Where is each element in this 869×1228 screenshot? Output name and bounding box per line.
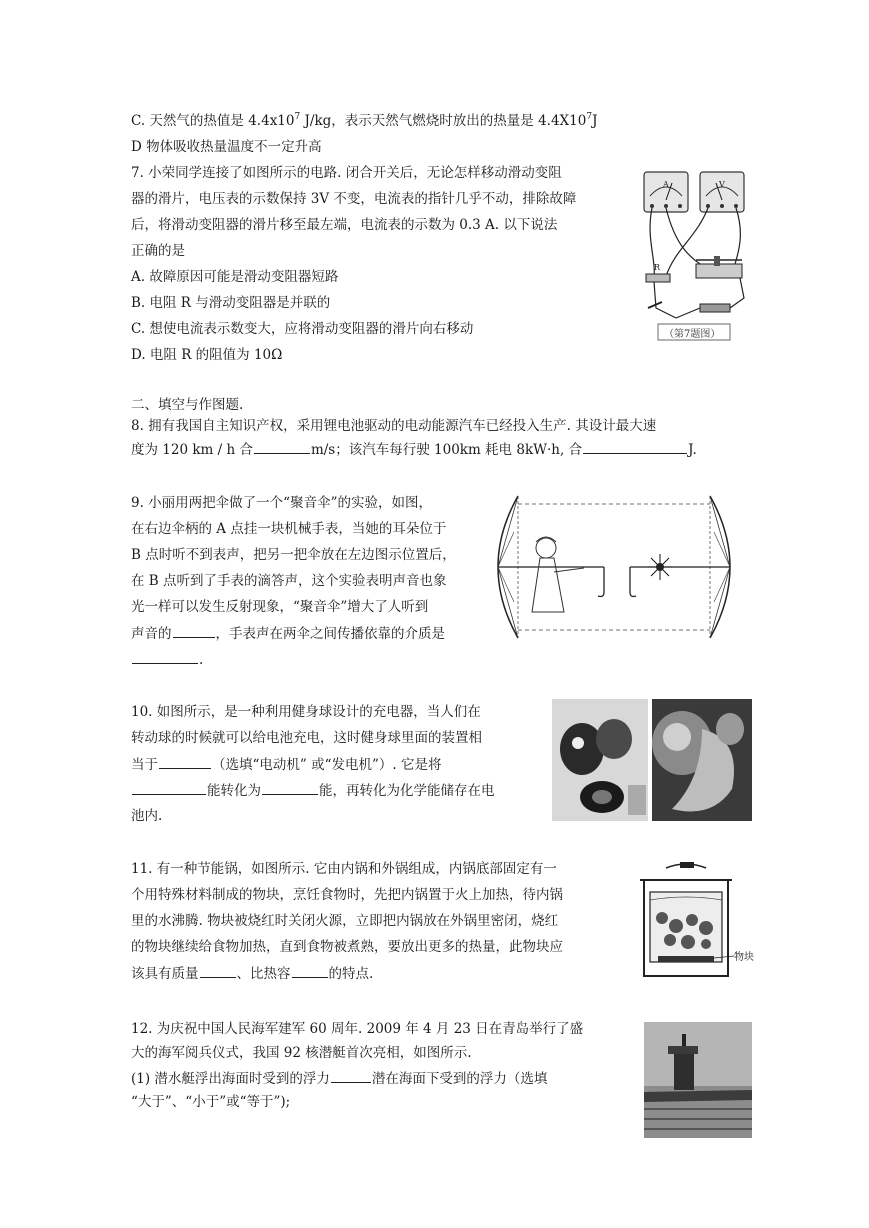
q11-blank-2[interactable] bbox=[292, 964, 328, 978]
q9-line-6 bbox=[131, 624, 445, 643]
q10-blank-1[interactable] bbox=[159, 755, 211, 769]
resistor-label: R bbox=[654, 263, 661, 272]
q9-blank-2[interactable] bbox=[132, 650, 198, 664]
ammeter-label: A bbox=[663, 180, 669, 189]
q11-line-5 bbox=[131, 964, 373, 983]
q12-line-3 bbox=[131, 1069, 547, 1088]
q9-text-b: ，手表声在两伞之间传播依靠的介质是 bbox=[215, 626, 445, 642]
q10-blank-3[interactable] bbox=[262, 781, 318, 795]
q8-line-1: 8. 拥有我国自主知识产权，采用锂电池驱动的电动能源汽车已经投入生产. 其设计最大速 bbox=[131, 418, 657, 434]
q8-text-a: 度为 120 km / h 合 bbox=[131, 442, 253, 458]
q7-circuit-figure bbox=[636, 168, 752, 344]
q11-text-a: 该具有质量 bbox=[131, 966, 199, 982]
q10-line-4 bbox=[131, 781, 495, 800]
q9-line-4: 在 B 点听到了手表的滴答声，这个实验表明声音也象 bbox=[131, 573, 447, 589]
q10-fitness-ball-photo bbox=[552, 699, 752, 821]
q10-text-d: 能，再转化为化学能储存在电 bbox=[319, 783, 495, 799]
exponent-1: 7 bbox=[294, 112, 301, 122]
section-title: 二、填空与作图题. bbox=[131, 397, 244, 413]
q12-line-1: 12. 为庆祝中国人民海军建军 60 周年. 2009 年 4 月 23 日在青岛举行了盛 bbox=[131, 1021, 584, 1037]
q12-line-4: “大于”、“小于”或“等于”); bbox=[131, 1094, 291, 1110]
q12-blank-1[interactable] bbox=[331, 1069, 371, 1083]
q11-line-1: 11. 有一种节能锅，如图所示. 它由内锅和外锅组成，内锅底部固定有一 bbox=[131, 861, 557, 877]
q11-line-4: 的物块继续给食物加热，直到食物被煮熟，要放出更多的热量，此物块应 bbox=[131, 939, 563, 955]
q7-option-d: D. 电阻 R 的阻值为 10Ω bbox=[131, 347, 283, 363]
exponent-2: 7 bbox=[586, 112, 593, 122]
q7-option-a: A. 故障原因可能是滑动变阻器短路 bbox=[131, 269, 339, 285]
q7-stem-line-3: 后，将滑动变阻器的滑片移至最左端，电流表的示数为 0.3 A. 以下说法 bbox=[131, 217, 558, 233]
q9-text-c: . bbox=[199, 652, 204, 668]
q11-figure-label: 物块 bbox=[734, 952, 754, 963]
q6-option-d: D 物体吸收热量温度不一定升高 bbox=[131, 139, 322, 155]
q10-line-5: 池内. bbox=[131, 808, 163, 824]
q10-line-1: 10. 如图所示，是一种利用健身球设计的充电器，当人们在 bbox=[131, 704, 481, 720]
q10-blank-2[interactable] bbox=[132, 781, 206, 795]
q9-line-1: 9. 小丽用两把伞做了一个“聚音伞”的实验，如图， bbox=[131, 495, 432, 511]
q7-option-b: B. 电阻 R 与滑动变阻器是并联的 bbox=[131, 295, 331, 311]
q6-c-text-3: J bbox=[592, 113, 598, 129]
q12-text-a: (1) 潜水艇浮出海面时受到的浮力 bbox=[131, 1071, 330, 1087]
q8-blank-2[interactable] bbox=[583, 440, 687, 454]
q10-line-2: 转动球的时候就可以给电池充电，这时健身球里面的装置相 bbox=[131, 730, 482, 746]
q6-c-text-2: J/kg，表示天然气燃烧时放出的热量是 4.4X10 bbox=[300, 113, 587, 129]
q7-option-c: C. 想使电流表示数变大，应将滑动变阻器的滑片向右移动 bbox=[131, 321, 474, 337]
q12-text-b: 潜在海面下受到的浮力（选填 bbox=[371, 1071, 548, 1087]
q8-text-c: J. bbox=[688, 442, 697, 458]
q11-text-c: 的特点. bbox=[328, 966, 374, 982]
q8-blank-1[interactable] bbox=[254, 440, 310, 454]
q10-text-b: （选填“电动机” 或“发电机”）. 它是将 bbox=[212, 757, 442, 773]
q10-text-a: 当于 bbox=[131, 757, 158, 773]
q12-line-2: 大的海军阅兵仪式，我国 92 核潜艇首次亮相，如图所示. bbox=[131, 1045, 472, 1061]
q12-submarine-photo bbox=[644, 1022, 752, 1138]
q9-line-3: B 点时听不到表声，把另一把伞放在左边图示位置后， bbox=[131, 547, 456, 563]
q8-text-b: m/s；该汽车每行驶 100km 耗电 8kW·h, 合 bbox=[310, 442, 583, 458]
q7-stem-line-1: 7. 小荣同学连接了如图所示的电路. 闭合开关后，无论怎样移动滑动变阻 bbox=[131, 165, 562, 181]
voltmeter-label: V bbox=[719, 180, 725, 189]
q10-line-3 bbox=[131, 755, 441, 774]
q11-line-3: 里的水沸腾. 物块被烧红时关闭火源，立即把内锅放在外锅里密闭，烧红 bbox=[131, 913, 559, 929]
q11-blank-1[interactable] bbox=[200, 964, 236, 978]
q9-line-7 bbox=[131, 650, 203, 669]
q9-umbrella-figure bbox=[484, 492, 744, 642]
q9-text-a: 声音的 bbox=[131, 626, 172, 642]
q11-text-b: 、比热容 bbox=[236, 966, 291, 982]
q10-text-c: 能转化为 bbox=[207, 783, 261, 799]
q8-line-2 bbox=[131, 440, 697, 459]
q9-blank-1[interactable] bbox=[173, 624, 215, 638]
q11-pot-figure bbox=[636, 860, 762, 982]
q7-figure-caption: （第7题图） bbox=[664, 329, 721, 340]
q9-line-2: 在右边伞柄的 A 点挂一块机械手表，当她的耳朵位于 bbox=[131, 521, 447, 537]
q11-line-2: 个用特殊材料制成的物块，烹饪食物时，先把内锅置于火上加热，待内锅 bbox=[131, 887, 563, 903]
q6-option-c bbox=[131, 112, 598, 130]
q6-c-text-1: C. 天然气的热值是 4.4x10 bbox=[131, 113, 295, 129]
q9-line-5: 光一样可以发生反射现象，“聚音伞”增大了人听到 bbox=[131, 599, 429, 615]
q7-stem-line-2: 器的滑片，电压表的示数保持 3V 不变，电流表的指针几乎不动，排除故障 bbox=[131, 191, 577, 207]
q7-stem-line-4: 正确的是 bbox=[131, 243, 185, 259]
